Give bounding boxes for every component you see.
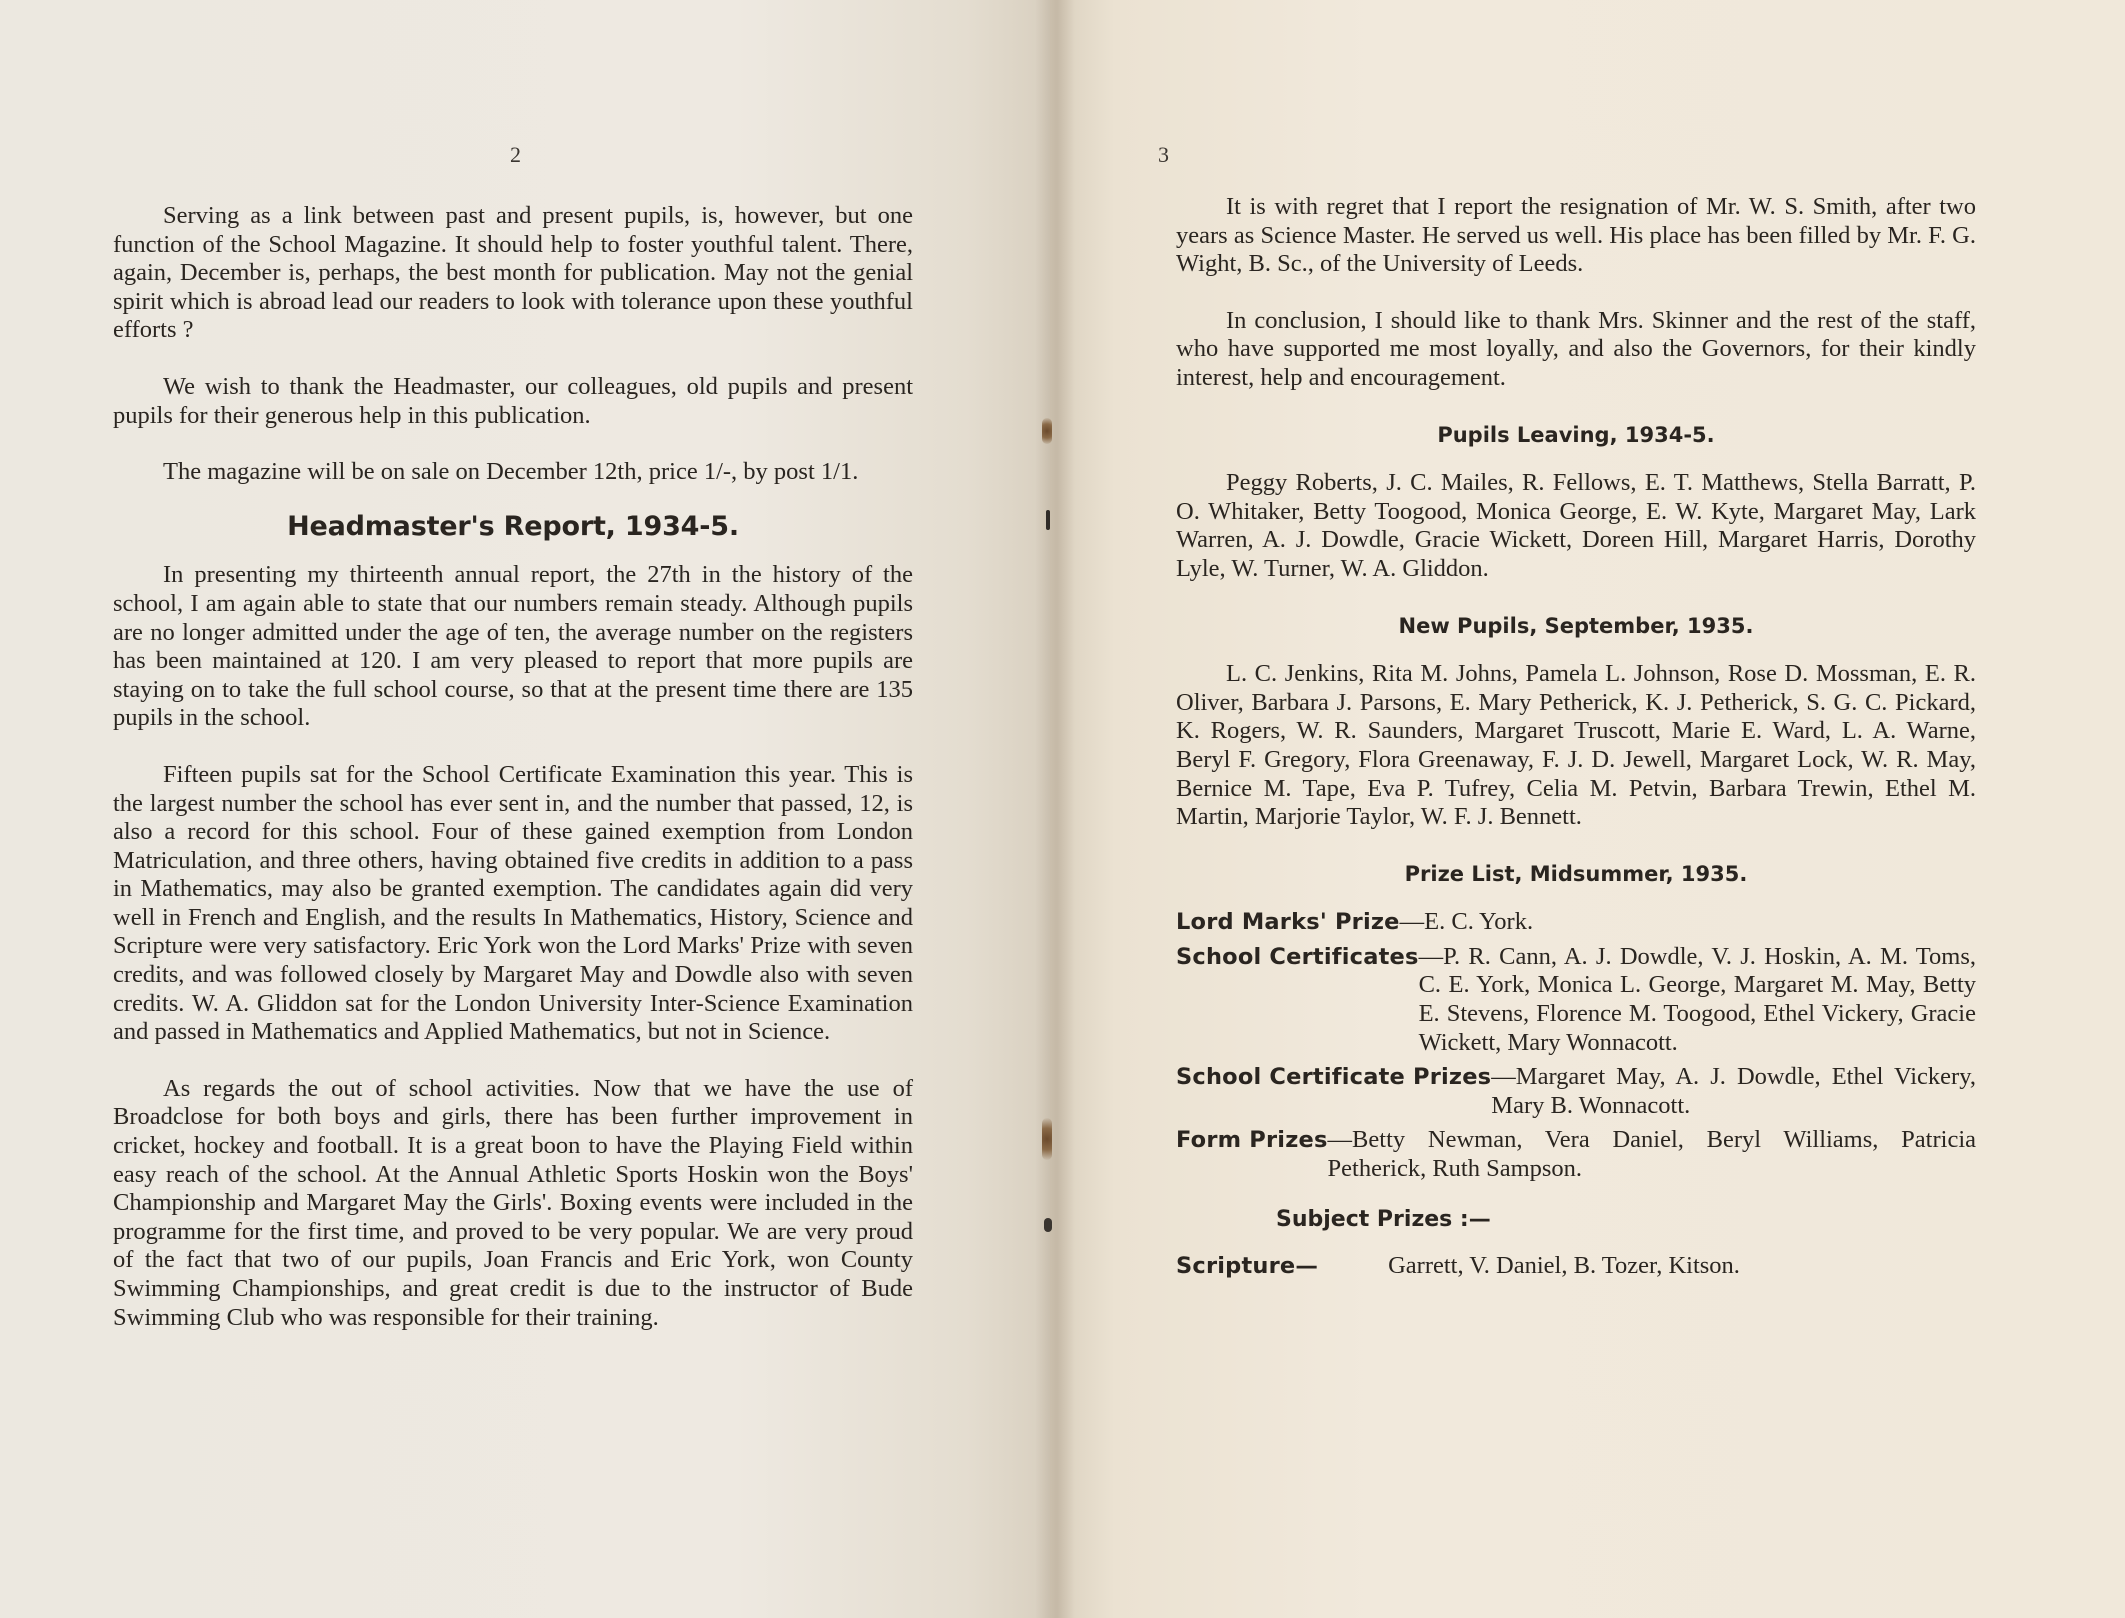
prize-list-title: Prize List, Midsummer, 1935. xyxy=(1404,861,1748,886)
pupils-leaving-list: Peggy Roberts, J. C. Mailes, R. Fellows, E. T. Matthews, Stella Barratt, P. O. Whitaker, Betty Toogood, Monica George, E. W. Kyte, Margaret May, Lark Warren, A. J. Dowdle, Gracie Wickett, Doreen Hill, Margaret Harris, Dorothy Lyle, W. Turner, W. A. Gliddon. xyxy=(1176,469,1976,582)
scripture-entry xyxy=(1176,1252,1976,1281)
staple-rust-mark xyxy=(1042,1118,1052,1160)
prize-text: —Betty Newman, Vera Daniel, Beryl Williams, Patricia Petherick, Ruth Sampson. xyxy=(1327,1126,1976,1183)
new-pupils-list: L. C. Jenkins, Rita M. Johns, Pamela L. Johnson, Rose D. Mossman, E. R. Oliver, Barbara J. Parsons, E. Mary Petherick, K. J. Petherick, S. G. C. Pickard, K. Rogers, W. R. Saunders, Margaret Truscott, Marie E. Ward, L. A. Warne, Beryl F. Gregory, Flora Greenaway, F. J. D. Jewell, Margaret Lock, W. R. May, Bernice M. Tape, Eva P. Tufrey, Celia M. Petvin, Barbara Trewin, Ethel M. Martin, Marjorie Taylor, W. F. J. Bennett. xyxy=(1176,660,1976,831)
staple-mark xyxy=(1046,510,1050,530)
prize-entry xyxy=(1176,1126,1976,1183)
staple-rust-mark xyxy=(1042,418,1052,444)
prize-text: —E. C. York. xyxy=(1399,908,1534,936)
paragraph: As regards the out of school activities. Now that we have the use of Broadclose for both boys and girls, there has been further improvement in cricket, hockey and football. It is a great boon to have the Playing Field within easy reach of the school. At the Annual Athletic Sports Hoskin won the Boys' Championship and Margaret May the Girls'. Boxing events were included in the programme for the first time, and proved to be very popular. We are very proud of the fact that two of our pupils, Joan Francis and Eric York, won County Swimming Championships, and great credit is due to the instructor of Bude Swimming Club who was responsible for their training. xyxy=(113,1074,913,1331)
prize-text: —P. R. Cann, A. J. Dowdle, V. J. Hoskin, A. M. Toms, C. E. York, Monica L. George, Margaret M. May, Betty E. Stevens, Florence M. Toogood, Ethel Vickery, Gracie Wickett, Mary Wonnacott. xyxy=(1418,942,1976,1056)
left-column xyxy=(113,202,913,1360)
prize-text: —Margaret May, A. J. Dowdle, Ethel Vickery, Mary B. Wonnacott. xyxy=(1491,1063,1976,1119)
paragraph: It is with regret that I report the resignation of Mr. W. S. Smith, after two years as Science Master. He served us well. His place has been filled by Mr. F. G. Wight, B. Sc., of the University of Leeds. xyxy=(1176,193,1976,278)
paragraph: We wish to thank the Headmaster, our colleagues, old pupils and present pupils for their generous help in this publication. xyxy=(113,372,913,429)
right-column xyxy=(1176,193,1976,1281)
paragraph: Serving as a link between past and present pupils, is, however, but one function of the School Magazine. It should help to foster youthful talent. There, again, December is, perhaps, the best month for publication. May not the genial spirit which is abroad lead our readers to look with tolerance upon these youthful efforts ? xyxy=(113,202,913,344)
page-number: 3 xyxy=(1158,142,1169,167)
right-page xyxy=(1050,0,2125,1618)
report-title: Headmaster's Report, 1934-5. xyxy=(287,510,739,542)
prize-label: Form Prizes xyxy=(1176,1127,1328,1154)
prize-label: School Certificate Prizes xyxy=(1176,1064,1492,1091)
prize-label: Scripture— xyxy=(1176,1253,1319,1280)
paragraph: Fifteen pupils sat for the School Certificate Examination this year. This is the largest number the school has ever sent in, and the number that passed, 12, is also a record for this school. Four of these gained exemption from London Matriculation, and three others, having obtained five credits in addition to a pass in Mathematics, may also be granted exemption. The candidates again did very well in French and English, and the results In Mathematics, History, Science and Scripture were very satisfactory. Eric York won the Lord Marks' Prize with seven credits, and was followed closely by Margaret May and Dowdle also with seven credits. W. A. Gliddon sat for the London University Inter-Science Examination and passed in Mathematics and Applied Mathematics, but not in Science. xyxy=(113,760,913,1046)
subject-prizes-title: Subject Prizes :— xyxy=(1276,1206,1491,1232)
page-gutter xyxy=(1035,0,1075,1618)
left-page xyxy=(0,0,1050,1618)
prize-entry xyxy=(1176,943,1976,1057)
paragraph: In conclusion, I should like to thank Mrs. Skinner and the rest of the staff, who have supported me most loyally, and also the Governors, for their kindly interest, help and encouragement. xyxy=(1176,306,1976,391)
paragraph: In presenting my thirteenth annual report, the 27th in the history of the school, I am again able to state that our numbers remain steady. Although pupils are no longer admitted under the age of ten, the average number on the registers has been maintained at 120. I am very pleased to report that more pupils are staying on to take the full school course, so that at the present time there are 135 pupils in the school. xyxy=(113,561,913,732)
staple-mark xyxy=(1044,1218,1052,1232)
prize-entry xyxy=(1176,908,1976,937)
page-number: 2 xyxy=(510,142,521,167)
paragraph: The magazine will be on sale on December 12th, price 1/-, by post 1/1. xyxy=(163,458,859,486)
prize-label: Lord Marks' Prize xyxy=(1176,909,1400,936)
pupils-leaving-title: Pupils Leaving, 1934-5. xyxy=(1437,422,1715,447)
prize-entry xyxy=(1176,1063,1976,1120)
prize-text: Garrett, V. Daniel, B. Tozer, Kitson. xyxy=(1388,1252,1740,1280)
prize-label: School Certificates xyxy=(1176,943,1419,970)
new-pupils-title: New Pupils, September, 1935. xyxy=(1398,613,1754,638)
